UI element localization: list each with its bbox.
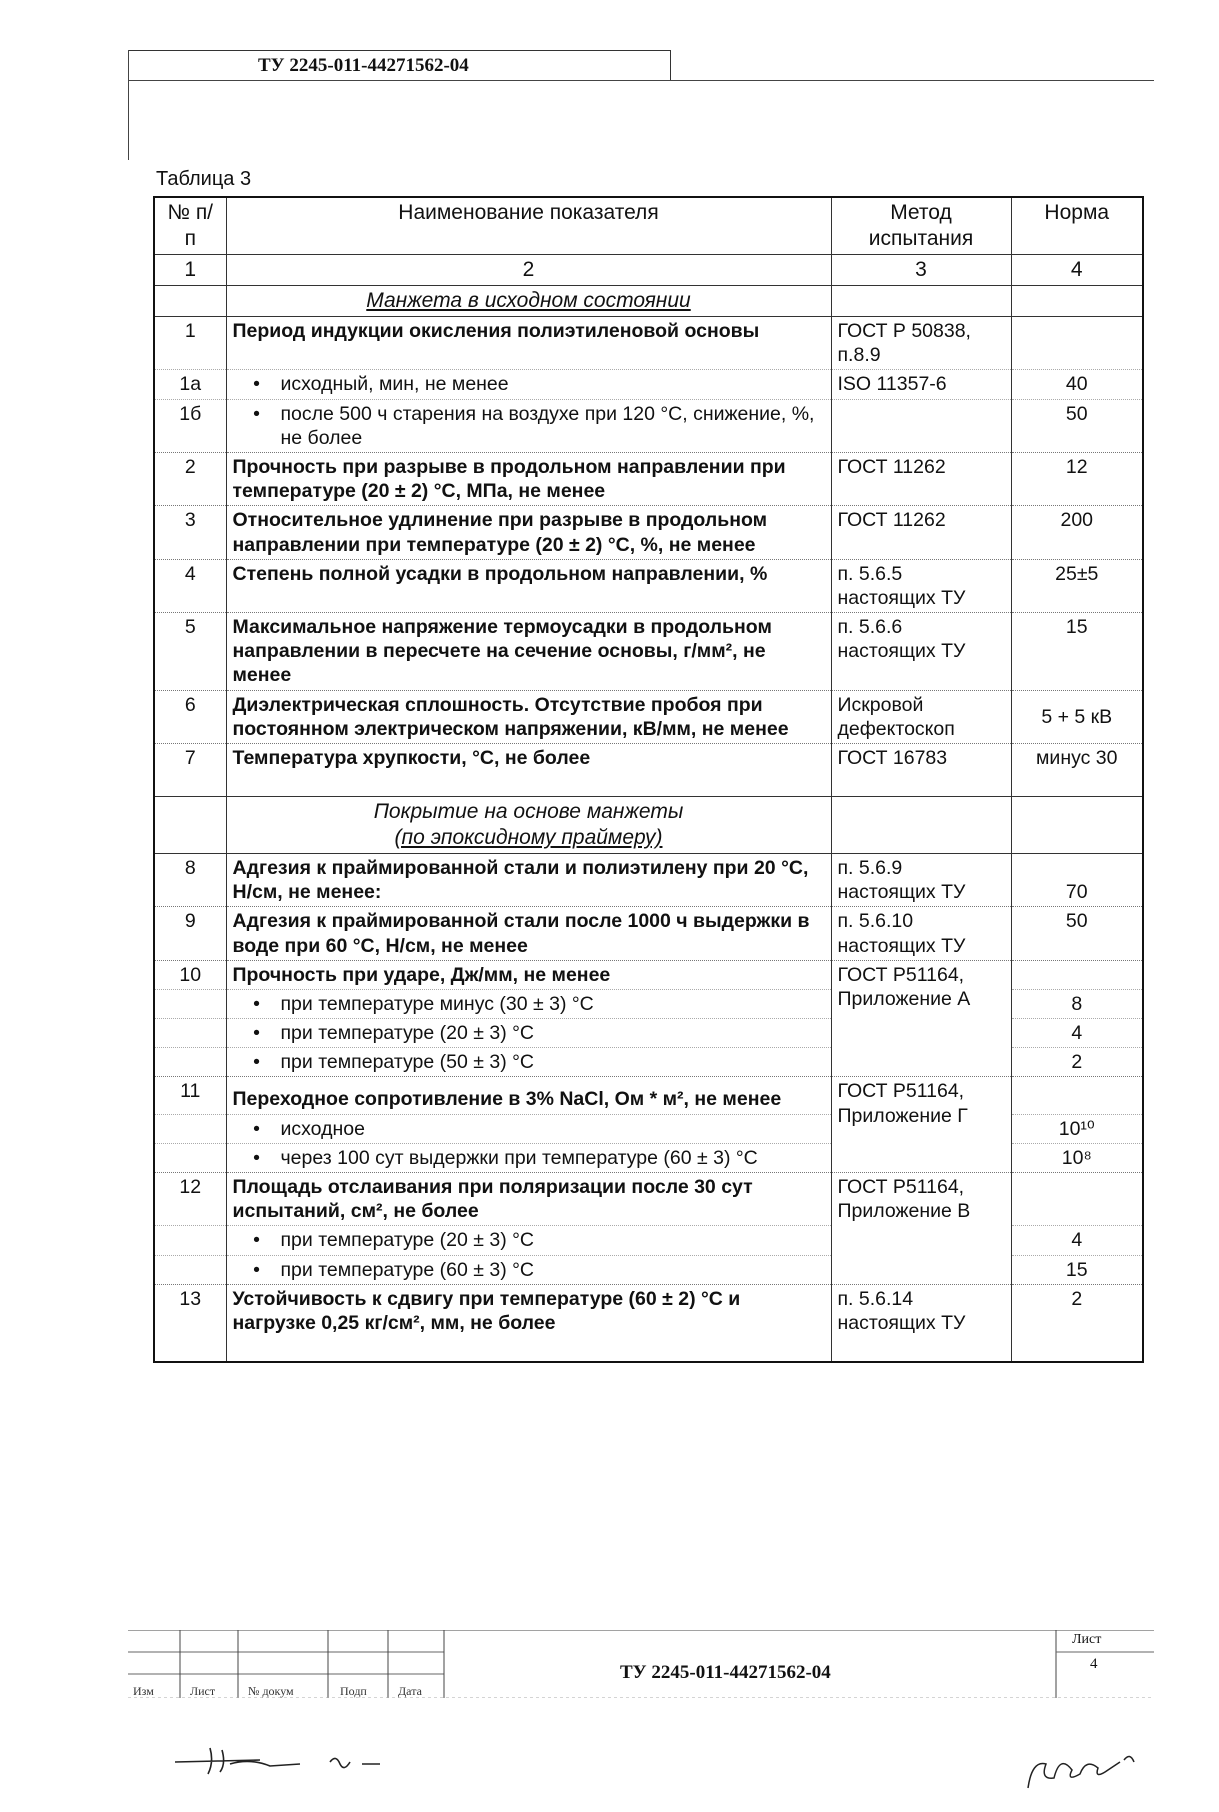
table-row bbox=[154, 743, 1143, 772]
row-name: Прочность при разрыве в продольном направлении при температуре (20 ± 2) °С, МПа, не менее bbox=[226, 452, 831, 505]
table-row bbox=[154, 1077, 1143, 1114]
signature-right bbox=[1020, 1740, 1150, 1800]
left-margin-line bbox=[128, 50, 129, 160]
stamp-label: Изм bbox=[133, 1684, 154, 1698]
row-norm: 40 bbox=[1011, 370, 1143, 399]
section-subtitle: (по эпоксидному праймеру) bbox=[394, 826, 663, 850]
row-name: после 500 ч старения на воздухе при 120 °С, снижение, %, не более bbox=[280, 402, 815, 449]
row-name: через 100 сут выдержки при температуре (60 ± 3) °С bbox=[280, 1146, 758, 1169]
column-number-row bbox=[154, 255, 1143, 286]
row-norm: 4 bbox=[1011, 1226, 1143, 1255]
sheet-number: 4 bbox=[1090, 1656, 1098, 1672]
row-method: Искровой дефектоскоп bbox=[831, 690, 1011, 743]
col-number: 4 bbox=[1011, 255, 1143, 286]
section-title: Покрытие на основе манжеты bbox=[373, 800, 684, 824]
row-norm: 12 bbox=[1011, 452, 1143, 505]
row-number: 13 bbox=[154, 1284, 226, 1337]
row-norm: 25±5 bbox=[1011, 559, 1143, 612]
row-number: 2 bbox=[154, 452, 226, 505]
row-number: 10 bbox=[154, 960, 226, 989]
row-name: Прочность при ударе, Дж/мм, не менее bbox=[226, 960, 831, 989]
row-norm: 10⁸ bbox=[1011, 1143, 1143, 1172]
bullet-icon: • bbox=[253, 1146, 260, 1169]
row-method: ГОСТ 11262 bbox=[831, 452, 1011, 505]
row-norm: 8 bbox=[1011, 989, 1143, 1018]
row-number: 11 bbox=[154, 1077, 226, 1114]
row-norm: 200 bbox=[1011, 506, 1143, 559]
header-doc-code: ТУ 2245-011-44271562-04 bbox=[258, 55, 469, 76]
row-name: Степень полной усадки в продольном направлении, % bbox=[226, 559, 831, 612]
row-name: Диэлектрическая сплошность. Отсутствие пробоя при постоянном электрическом напряжении, кВ/мм, не менее bbox=[226, 690, 831, 743]
header-rule bbox=[128, 80, 1154, 81]
row-norm: 2 bbox=[1011, 1284, 1143, 1337]
bullet-icon: • bbox=[253, 1258, 260, 1281]
bullet-icon: • bbox=[253, 1022, 260, 1045]
sheet-label: Лист bbox=[1072, 1632, 1102, 1647]
row-norm: 70 bbox=[1011, 854, 1143, 907]
row-method: ГОСТ Р51164, Приложение В bbox=[831, 1173, 1011, 1285]
row-method: п. 5.6.5 настоящих ТУ bbox=[831, 559, 1011, 612]
table-row bbox=[154, 370, 1143, 399]
row-name: исходное bbox=[280, 1117, 365, 1140]
row-method: п. 5.6.14 настоящих ТУ bbox=[831, 1284, 1011, 1337]
row-name: при температуре (50 ± 3) °С bbox=[280, 1051, 534, 1074]
row-name: при температуре (20 ± 3) °С bbox=[280, 1022, 534, 1045]
stamp-label: № докум bbox=[248, 1684, 294, 1698]
signature-left bbox=[170, 1740, 400, 1780]
col-header-norm: Норма bbox=[1011, 197, 1143, 255]
row-name: при температуре минус (30 ± 3) °С bbox=[280, 992, 594, 1015]
row-number: 4 bbox=[154, 559, 226, 612]
table-row bbox=[154, 317, 1143, 370]
col-header-num: № п/п bbox=[154, 197, 226, 255]
row-name: Температура хрупкости, °С, не более bbox=[226, 743, 831, 772]
bullet-icon: • bbox=[253, 373, 260, 396]
col-number: 2 bbox=[226, 255, 831, 286]
col-number: 3 bbox=[831, 255, 1011, 286]
section-title: Манжета в исходном состоянии bbox=[366, 289, 691, 313]
row-name: Устойчивость к сдвигу при температуре (60 ± 2) °С и нагрузке 0,25 кг/см², мм, не более bbox=[226, 1284, 831, 1337]
row-norm: 5 + 5 кВ bbox=[1011, 690, 1143, 743]
stamp-label: Лист bbox=[190, 1684, 216, 1698]
table-row bbox=[154, 506, 1143, 559]
col-header-name: Наименование показателя bbox=[226, 197, 831, 255]
row-method: ГОСТ 11262 bbox=[831, 506, 1011, 559]
bullet-icon: • bbox=[253, 402, 260, 425]
table-row bbox=[154, 399, 1143, 452]
row-name: Максимальное напряжение термоусадки в продольном направлении в пересчете на сечение основы, г/мм², не менее bbox=[226, 613, 831, 691]
row-method: п. 5.6.6 настоящих ТУ bbox=[831, 613, 1011, 691]
row-name: исходный, мин, не менее bbox=[280, 373, 509, 396]
row-name: Адгезия к праймированной стали после 1000 ч выдержки в воде при 60 °С, Н/см, не менее bbox=[226, 907, 831, 960]
row-number: 1б bbox=[154, 399, 226, 452]
row-number: 5 bbox=[154, 613, 226, 691]
row-number: 9 bbox=[154, 907, 226, 960]
row-method: ГОСТ Р51164, Приложение А bbox=[831, 960, 1011, 1077]
table-row bbox=[154, 854, 1143, 907]
row-norm: 50 bbox=[1011, 907, 1143, 960]
table-header-row bbox=[154, 197, 1143, 255]
bullet-icon: • bbox=[253, 1229, 260, 1252]
row-number: 1 bbox=[154, 317, 226, 370]
table-caption: Таблица 3 bbox=[156, 168, 252, 190]
row-number: 6 bbox=[154, 690, 226, 743]
table-row bbox=[154, 1284, 1143, 1337]
table-row bbox=[154, 690, 1143, 743]
row-name: при температуре (60 ± 3) °С bbox=[280, 1258, 534, 1281]
row-name: Площадь отслаивания при поляризации после 30 сут испытаний, см², не более bbox=[226, 1173, 831, 1226]
row-number: 1а bbox=[154, 370, 226, 399]
specification-table bbox=[153, 196, 1144, 1363]
col-header-method: Метод испытания bbox=[831, 197, 1011, 255]
stamp-label: Подп bbox=[340, 1684, 367, 1698]
row-norm: минус 30 bbox=[1011, 743, 1143, 772]
col-number: 1 bbox=[154, 255, 226, 286]
stamp-doc-code: ТУ 2245-011-44271562-04 bbox=[620, 1662, 831, 1683]
row-norm: 10¹⁰ bbox=[1011, 1114, 1143, 1143]
row-number: 8 bbox=[154, 854, 226, 907]
row-name: при температуре (20 ± 3) °С bbox=[280, 1229, 534, 1252]
row-number: 3 bbox=[154, 506, 226, 559]
row-name: Период индукции окисления полиэтиленовой основы bbox=[226, 317, 831, 370]
stamp-label: Дата bbox=[398, 1684, 422, 1698]
row-method: п. 5.6.9 настоящих ТУ bbox=[831, 854, 1011, 907]
row-method: ISO 11357-6 bbox=[831, 370, 1011, 399]
bullet-icon: • bbox=[253, 1117, 260, 1140]
row-method: ГОСТ 16783 bbox=[831, 743, 1011, 772]
row-number: 7 bbox=[154, 743, 226, 772]
row-norm: 15 bbox=[1011, 1255, 1143, 1284]
row-norm: 50 bbox=[1011, 399, 1143, 452]
table-row bbox=[154, 559, 1143, 612]
bullet-icon: • bbox=[253, 1051, 260, 1074]
table-row bbox=[154, 613, 1143, 691]
table-row bbox=[154, 452, 1143, 505]
table-row bbox=[154, 907, 1143, 960]
table-row bbox=[154, 1173, 1143, 1226]
row-method: п. 5.6.10 настоящих ТУ bbox=[831, 907, 1011, 960]
row-method: ГОСТ Р 50838, п.8.9 bbox=[831, 317, 1011, 370]
table-row bbox=[154, 960, 1143, 989]
row-name: Адгезия к праймированной стали и полиэтилену при 20 °С, Н/см, не менее: bbox=[226, 854, 831, 907]
row-method: ГОСТ Р51164, Приложение Г bbox=[831, 1077, 1011, 1173]
row-number: 12 bbox=[154, 1173, 226, 1226]
bullet-icon: • bbox=[253, 992, 260, 1015]
row-name: Относительное удлинение при разрыве в продольном направлении при температуре (20 ± 2) °С, %, не менее bbox=[226, 506, 831, 559]
section-row bbox=[154, 797, 1143, 854]
section-row bbox=[154, 286, 1143, 317]
row-norm: 2 bbox=[1011, 1048, 1143, 1077]
row-norm: 15 bbox=[1011, 613, 1143, 691]
row-name: Переходное сопротивление в 3% NaCl, Ом * м², не менее bbox=[226, 1077, 831, 1114]
row-norm: 4 bbox=[1011, 1019, 1143, 1048]
